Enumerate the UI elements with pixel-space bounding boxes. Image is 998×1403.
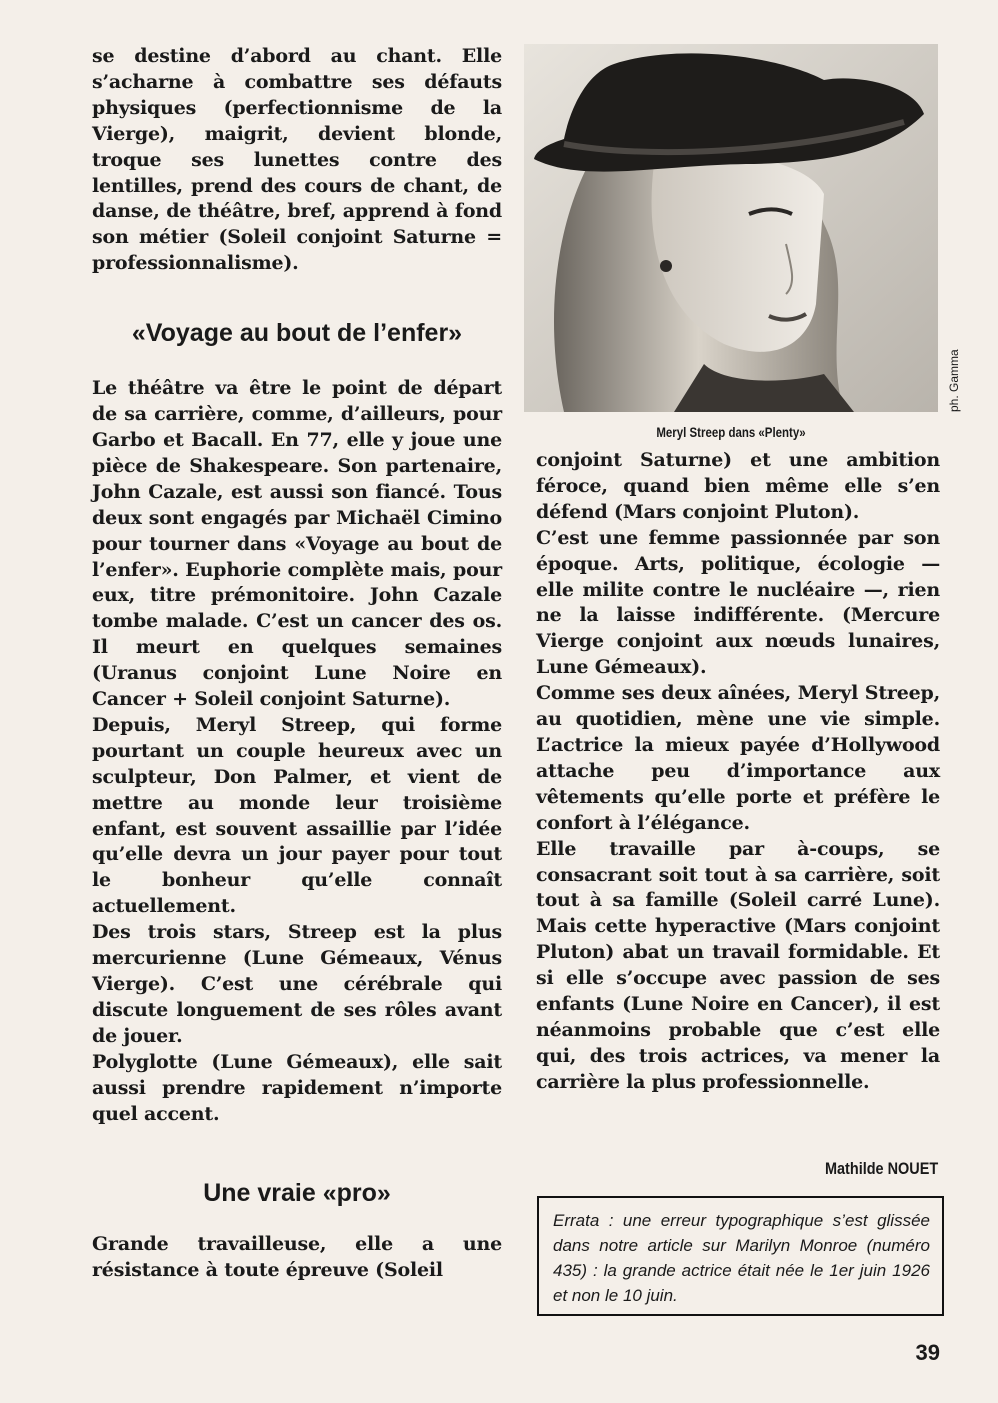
- paragraph: Polyglotte (Lune Gémeaux), elle sait aussi prendre rapidement n’importe quel accent.: [92, 1050, 502, 1125]
- author-signature: Mathilde NOUET: [824, 1159, 938, 1178]
- left-column: [92, 44, 502, 1284]
- portrait-illustration: [524, 44, 938, 412]
- paragraph: Grande travailleuse, elle a une résistance à toute épreuve (Soleil: [92, 1233, 502, 1282]
- page-number: 39: [915, 1340, 940, 1365]
- paragraph: Depuis, Meryl Streep, qui forme pourtant un couple heureux avec un sculpteur, Don Palmer, et vient de mettre au monde leur troisième enfant, est souvent assaillie par l’idée qu’elle devra un jour payer pour tout le bonheur qu’elle connaît actuellement.: [92, 713, 502, 918]
- photo-caption: Meryl Streep dans «Plenty»: [656, 424, 806, 440]
- paragraph: C’est une femme passionnée par son époque. Arts, politique, écologie — elle milite contre le nucléaire —, rien ne la laisse indifférente. (Mercure Vierge conjoint aux nœuds lunaires, Lune Gémeaux).: [536, 526, 940, 679]
- paragraph: Des trois stars, Streep est la plus mercurienne (Lune Gémeaux, Vénus Vierge). C’est une cérébrale qui discute longuement de ses rôles avant de jouer.: [92, 921, 502, 1047]
- paragraph: Le théâtre va être le point de départ de sa carrière, comme, d’ailleurs, pour Garbo et Bacall. En 77, elle y joue une pièce de Shakespeare. Son partenaire, John Cazale, est aussi son fiancé. Tous deux sont engagés par Michaël Cimino pour tourner dans «Voyage au bout de l’enfer». Euphorie complète mais, pour eux, titre prémonitoire. John Cazale tombe malade. C’est un cancer des os. Il meurt en quelques semaines (Uranus conjoint Lune Noire en Cancer + Soleil conjoint Saturne).: [92, 377, 502, 711]
- errata-box: Errata : une erreur typographique s’est glissée dans notre article sur Marilyn Monroe (numéro 435) : la grande actrice était née le 1er juin 1926 et non le 10 juin.: [537, 1196, 944, 1316]
- paragraph: Elle travaille par à-coups, se consacrant soit tout à sa carrière, soit tout à sa famille (Soleil carré Lune). Mais cette hyperactive (Mars conjoint Pluton) abat un travail formidable. Et si elle s’occupe avec passion de ses enfants (Lune Noire en Cancer), il est néanmoins probable que c’est elle qui, des trois actrices, va mener la carrière la plus professionnelle.: [536, 837, 940, 1093]
- right-column: [536, 448, 940, 1096]
- section-heading: Une vraie «pro»: [203, 1179, 391, 1208]
- paragraph: conjoint Saturne) et une ambition féroce, quand bien même elle s’en défend (Mars conjoint Pluton).: [536, 449, 940, 523]
- section-heading: «Voyage au bout de l’enfer»: [131, 319, 463, 348]
- portrait-photo: [524, 44, 938, 412]
- paragraph: se destine d’abord au chant. Elle s’acharne à combattre ses défauts physiques (perfectionnisme de la Vierge), maigrit, devient blonde, troque ses lunettes contre des lentilles, prend des cours de chant, de danse, de théâtre, bref, apprend à fond son métier (Soleil conjoint Saturne = professionnalisme).: [92, 45, 502, 275]
- paragraph: Comme ses deux aînées, Meryl Streep, au quotidien, mène une vie simple. L’actrice la mieux payée d’Hollywood attache peu d’importance aux vêtements qu’elle porte et préfère le confort à l’élégance.: [536, 682, 940, 834]
- photo-credit: ph. Gamma: [947, 349, 961, 412]
